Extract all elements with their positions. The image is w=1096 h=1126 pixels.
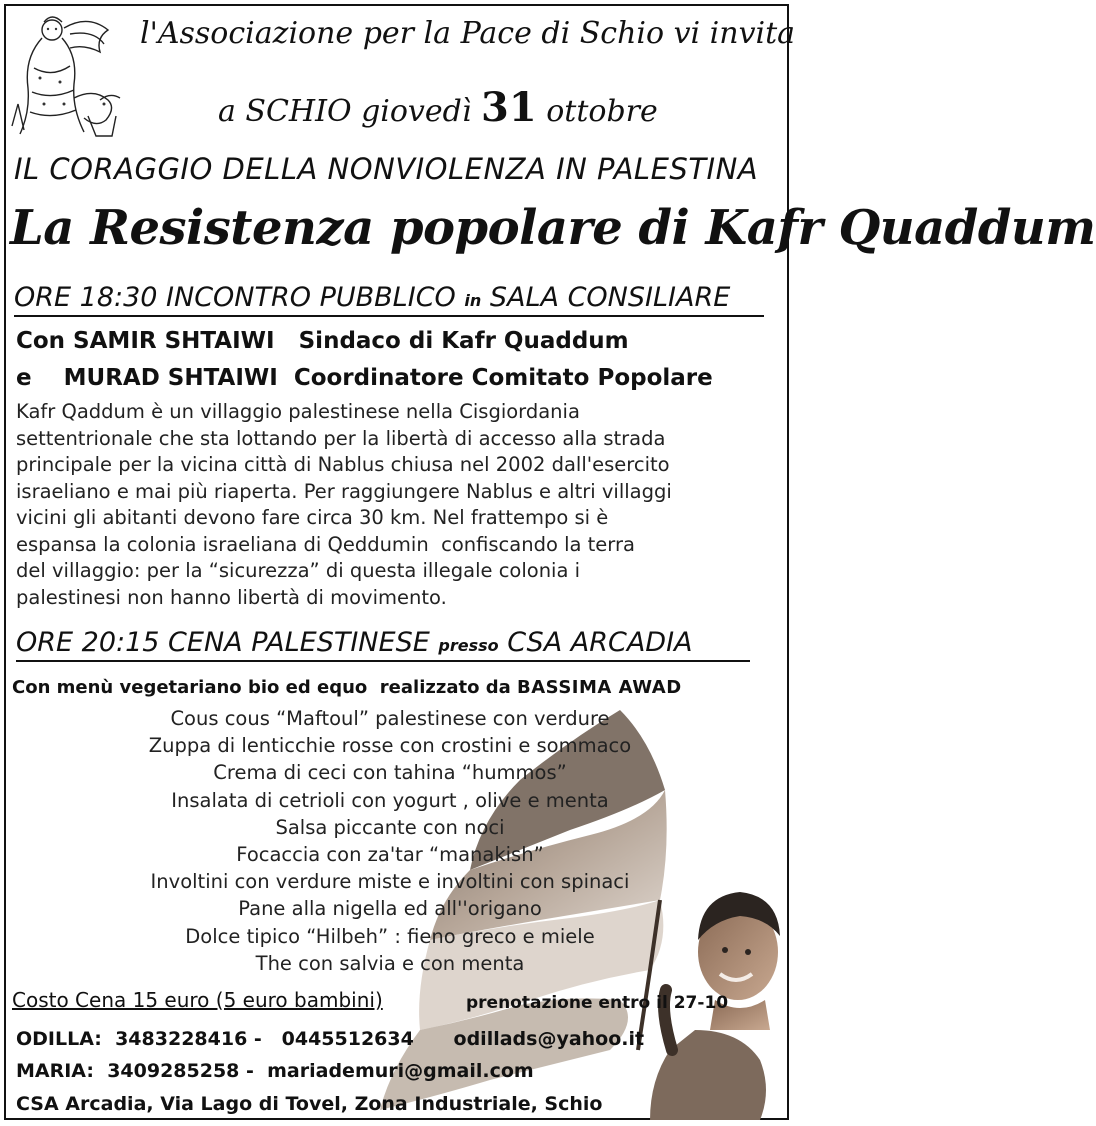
menu-item: Insalata di cetrioli con yogurt , olive e menta [171,788,609,812]
dinner-heading-presso: presso [438,636,499,655]
chef-name: BASSIMA AWAD [517,677,682,698]
dinner-heading-main: ORE 20:15 CENA PALESTINESE [16,627,430,658]
meeting-heading [14,282,764,317]
dinner-heading [16,627,750,662]
menu-item: Salsa piccante con noci [275,815,505,839]
meeting-heading-in: in [464,291,482,310]
date-month: ottobre [546,94,658,129]
invite-line: l'Associazione per la Pace di Schio vi invita [140,16,796,51]
menu-item: Dolce tipico “Hilbeh” : fieno greco e miele [185,924,595,948]
meeting-heading-place: SALA CONSILIARE [489,282,731,313]
menu-item: Crema di ceci con tahina “hummos” [213,761,567,785]
description-line: vicini gli abitanti devono fare circa 30 km. Nel frattempo si è [16,506,609,529]
event-date [218,84,658,131]
dinner-price: Costo Cena 15 euro (5 euro bambini) [12,988,383,1012]
angel-illustration-icon [4,8,132,140]
contact-maria: MARIA: 3409285258 - mariademuri@gmail.com [16,1060,534,1082]
meeting-heading-main: ORE 18:30 INCONTRO PUBBLICO [14,282,456,313]
description-line: settentrionale che sta lottando per la libertà di accesso alla strada [16,426,666,450]
description-line: principale per la vicina città di Nablus chiusa nel 2002 dall'esercito [16,453,670,476]
menu-intro-text: Con menù vegetariano bio ed equo realizzato da [12,677,511,698]
menu-item: Involtini con verdure miste e involtini con spinaci [150,870,630,894]
meeting-description [16,399,776,611]
description-line: Kafr Qaddum è un villaggio palestinese nella Cisgiordania [16,400,580,423]
booking-deadline: prenotazione entro il 27-10 [466,993,729,1013]
headline: IL CORAGGIO DELLA NONVIOLENZA IN PALESTINA [14,152,759,186]
date-prefix: a SCHIO giovedì [218,94,472,129]
speaker-murad: e MURAD SHTAIWI Coordinatore Comitato Popolare [16,365,713,391]
venue-address: CSA Arcadia, Via Lago di Tovel, Zona Industriale, Schio [16,1093,603,1115]
date-day: 31 [480,84,537,131]
menu-item: Cous cous “Maftoul” palestinese con verdure [170,707,610,730]
description-line: israeliano e mai più riaperta. Per raggiungere Nablus e altri villaggi [16,479,672,503]
description-line: palestinesi non hanno libertà di movimento. [16,585,447,609]
poster-title: La Resistenza popolare di Kafr Quaddum [10,200,1096,256]
menu-intro [12,677,682,698]
speaker-samir: Con SAMIR SHTAIWI Sindaco di Kafr Quaddum [16,328,629,354]
menu-item: The con salvia e con menta [255,951,525,975]
contact-odilla: ODILLA: 3483228416 - 0445512634 odillads@yahoo.it [16,1028,645,1050]
description-line: espansa la colonia israeliana di Qeddumin confiscando la terra [16,532,635,556]
menu-item: Focaccia con za'tar “manakish” [236,843,544,867]
dinner-heading-place: CSA ARCADIA [507,627,693,658]
menu-item: Zuppa di lenticchie rosse con crostini e sommaco [148,734,632,758]
description-line: del villaggio: per la “sicurezza” di questa illegale colonia i [16,559,581,582]
menu-list [0,705,780,977]
menu-item: Pane alla nigella ed all''origano [238,897,542,921]
